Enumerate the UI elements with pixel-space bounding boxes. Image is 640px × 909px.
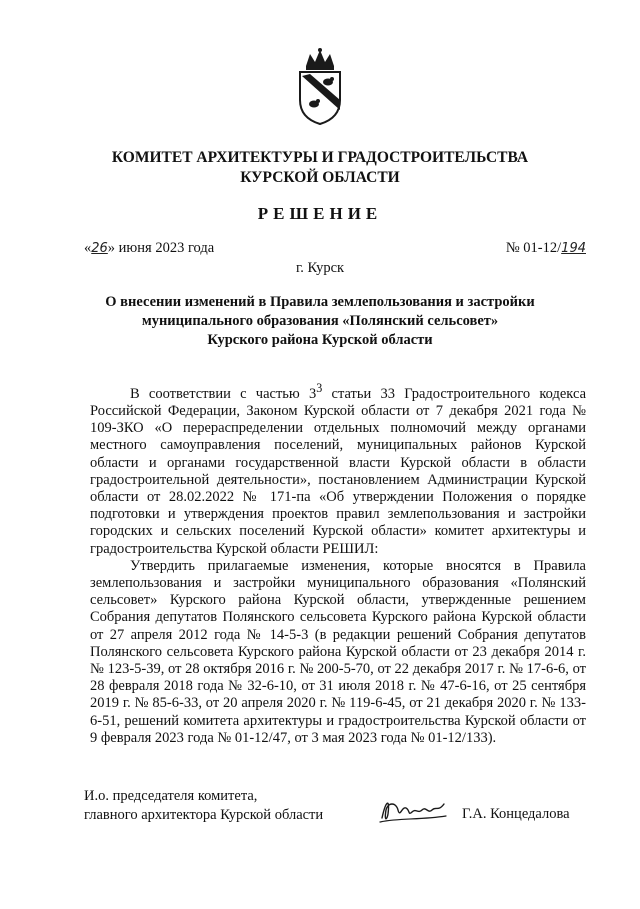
coat-of-arms-icon	[296, 48, 344, 126]
organization-name-line1: КОМИТЕТ АРХИТЕКТУРЫ И ГРАДОСТРОИТЕЛЬСТВА	[111, 149, 529, 166]
subject-line3: Курского района Курской области	[207, 332, 433, 348]
signatory-position	[84, 787, 323, 825]
p1-text-end: статьи 33 Градостроительного кодекса Российской Федерации, Законом Курской области от 7 декабря 2021 года № 109-ЗКО «О перераспределении отдельных полномочий между органами местного самоуправления поселений, муниципальных районов Курской области и органами государственной власти Курской области в области градостроительной деятельности», постановлением Администрации Курской области от 28.02.2022 № 171-па «Об утверждении Положения о порядке подготовки и утверждения проектов правил землепользования и застройки городских и сельских поселений Курской области» комитет архитектуры и градостроительства Курской области РЕШИЛ:	[90, 385, 586, 557]
document-date	[84, 240, 214, 257]
signatory-position-line2: главного архитектора Курской области	[84, 807, 324, 823]
date-rest: » июня 2023 года	[107, 240, 215, 256]
subject-line1: О внесении изменений в Правила землепользования и застройки	[105, 294, 535, 310]
date-day-handwritten: 26	[91, 241, 108, 256]
body-paragraph-2: Утвердить прилагаемые изменения, которые вносятся в Правила землепользования и застройки муниципального образования «Полянский сельсовет» Курского района Курской области, утвержденные решением Собрания депутатов Полянского сельсовета Курского района Курской области от 27 апреля 2012 года № 14-5-3 (в редакции решений Собрания депутатов Полянского сельсовета Курского района Курской области от 23 декабря 2014 г. № 123-5-39, от 28 октября 2016 г. № 200-5-70, от 22 декабря 2017 г. № 17-6-6, от 28 февраля 2018 года № 32-6-10, от 31 июля 2018 г. № 47-6-16, от 25 сентября 2019 г. № 85-6-33, от 20 апреля 2020 г. № 119-6-45, от 21 декабря 2020 г. № 133-6-51, решений комитета архитектуры и градостроительства Курской области от 9 февраля 2023 года № 01-12/47, от 3 мая 2023 года № 01-12/133).	[90, 557, 586, 746]
date-open-quote: «	[84, 240, 92, 256]
body-paragraph-1	[90, 380, 586, 558]
p1-text-start: В соответствии с частью 3	[130, 385, 317, 402]
p1-superscript: 3	[316, 381, 323, 395]
document-type-heading: РЕШЕНИЕ	[257, 204, 383, 223]
number-handwritten: 194	[561, 241, 586, 256]
document-subject	[100, 293, 540, 350]
document-city: г. Курск	[295, 260, 345, 276]
document-body	[90, 380, 586, 747]
signer-name: Г.А. Концедалова	[462, 806, 570, 822]
number-prefix: № 01-12/	[505, 240, 562, 256]
document-number	[506, 240, 586, 257]
organization-name-line2: КУРСКОЙ ОБЛАСТИ	[240, 169, 400, 186]
signatory-position-line1: И.о. председателя комитета,	[84, 788, 258, 804]
subject-line2: муниципального образования «Полянский сельсовет»	[141, 313, 499, 329]
handwritten-signature-icon	[376, 796, 450, 826]
